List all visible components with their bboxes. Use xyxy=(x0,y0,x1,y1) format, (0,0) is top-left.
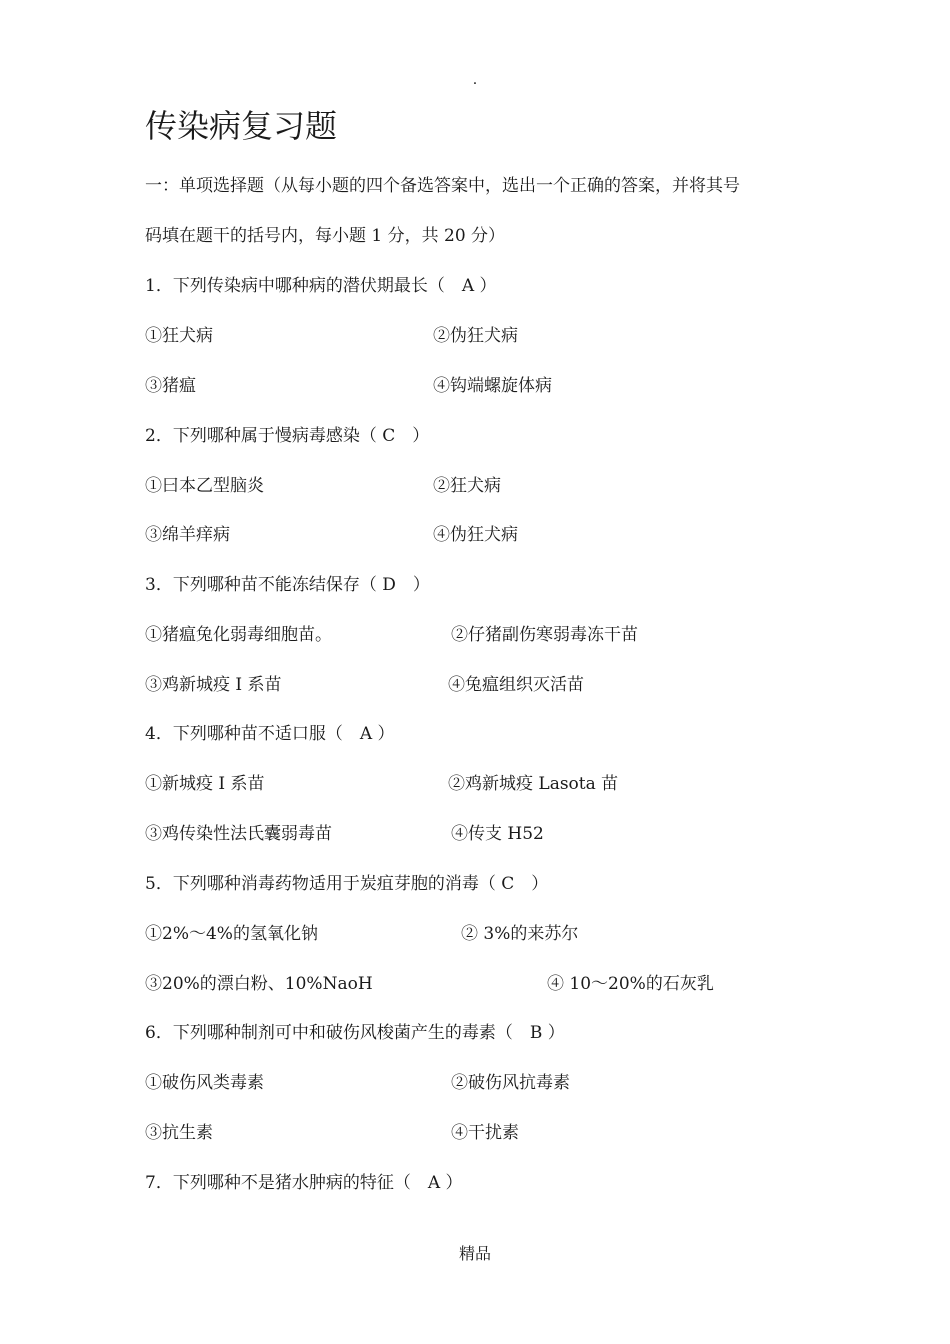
question-1-option-4: ④钩端螺旋体病 xyxy=(433,376,552,396)
question-3-option-2: ②仔猪副伤寒弱毒冻干苗 xyxy=(451,625,638,645)
question-4-option-3: ③鸡传染性法氏囊弱毒苗 xyxy=(145,824,332,844)
question-5-option-3: ③20%的漂白粉、10%NaoH xyxy=(145,974,373,994)
section-heading-line-2: 码填在题干的括号内，每小题 1 分，共 20 分） xyxy=(145,226,506,246)
question-4-stem: 4．下列哪种苗不适口服（ A ） xyxy=(145,724,395,744)
question-2-option-3: ③绵羊痒病 xyxy=(145,525,230,545)
question-3-stem: 3．下列哪种苗不能冻结保存（ D ） xyxy=(145,575,430,595)
question-3-option-1: ①猪瘟兔化弱毒细胞苗。 xyxy=(145,625,332,645)
question-6-option-3: ③抗生素 xyxy=(145,1123,213,1143)
question-6-option-1: ①破伤风类毒素 xyxy=(145,1073,264,1093)
question-3-option-3: ③鸡新城疫 I 系苗 xyxy=(145,675,282,695)
page-header-mark: . xyxy=(472,72,478,88)
question-2-stem: 2．下列哪种属于慢病毒感染（ C ） xyxy=(145,426,430,446)
question-4-option-2: ②鸡新城疫 Lasota 苗 xyxy=(448,774,619,794)
question-5-option-4: ④ 10～20%的石灰乳 xyxy=(547,974,714,994)
question-4-option-4: ④传支 H52 xyxy=(451,824,544,844)
question-6-option-2: ②破伤风抗毒素 xyxy=(451,1073,570,1093)
page-footer: 精品 xyxy=(458,1244,491,1263)
question-1-option-3: ③猪瘟 xyxy=(145,376,196,396)
question-1-option-2: ②伪狂犬病 xyxy=(433,326,518,346)
question-5-option-2: ② 3%的来苏尔 xyxy=(461,924,579,944)
section-heading-line-1: 一：单项选择题（从每小题的四个备选答案中，选出一个正确的答案，并将其号 xyxy=(145,176,740,196)
question-6-option-4: ④干扰素 xyxy=(451,1123,519,1143)
question-4-option-1: ①新城疫 I 系苗 xyxy=(145,774,265,794)
question-2-option-1: ①曰本乙型脑炎 xyxy=(145,476,264,496)
question-1-stem: 1．下列传染病中哪种病的潜伏期最长（ A ） xyxy=(145,276,497,296)
question-1-option-1: ①狂犬病 xyxy=(145,326,213,346)
question-5-option-1: ①2%～4%的氢氧化钠 xyxy=(145,924,318,944)
question-7-stem: 7．下列哪种不是猪水肿病的特征（ A ） xyxy=(145,1173,463,1193)
question-2-option-2: ②狂犬病 xyxy=(433,476,501,496)
question-3-option-4: ④兔瘟组织灭活苗 xyxy=(448,675,584,695)
document-title: 传染病复习题 xyxy=(145,107,338,145)
question-5-stem: 5．下列哪种消毒药物适用于炭疽芽胞的消毒（ C ） xyxy=(145,874,549,894)
question-2-option-4: ④伪狂犬病 xyxy=(433,525,518,545)
question-6-stem: 6．下列哪种制剂可中和破伤风梭菌产生的毒素（ B ） xyxy=(145,1023,565,1043)
